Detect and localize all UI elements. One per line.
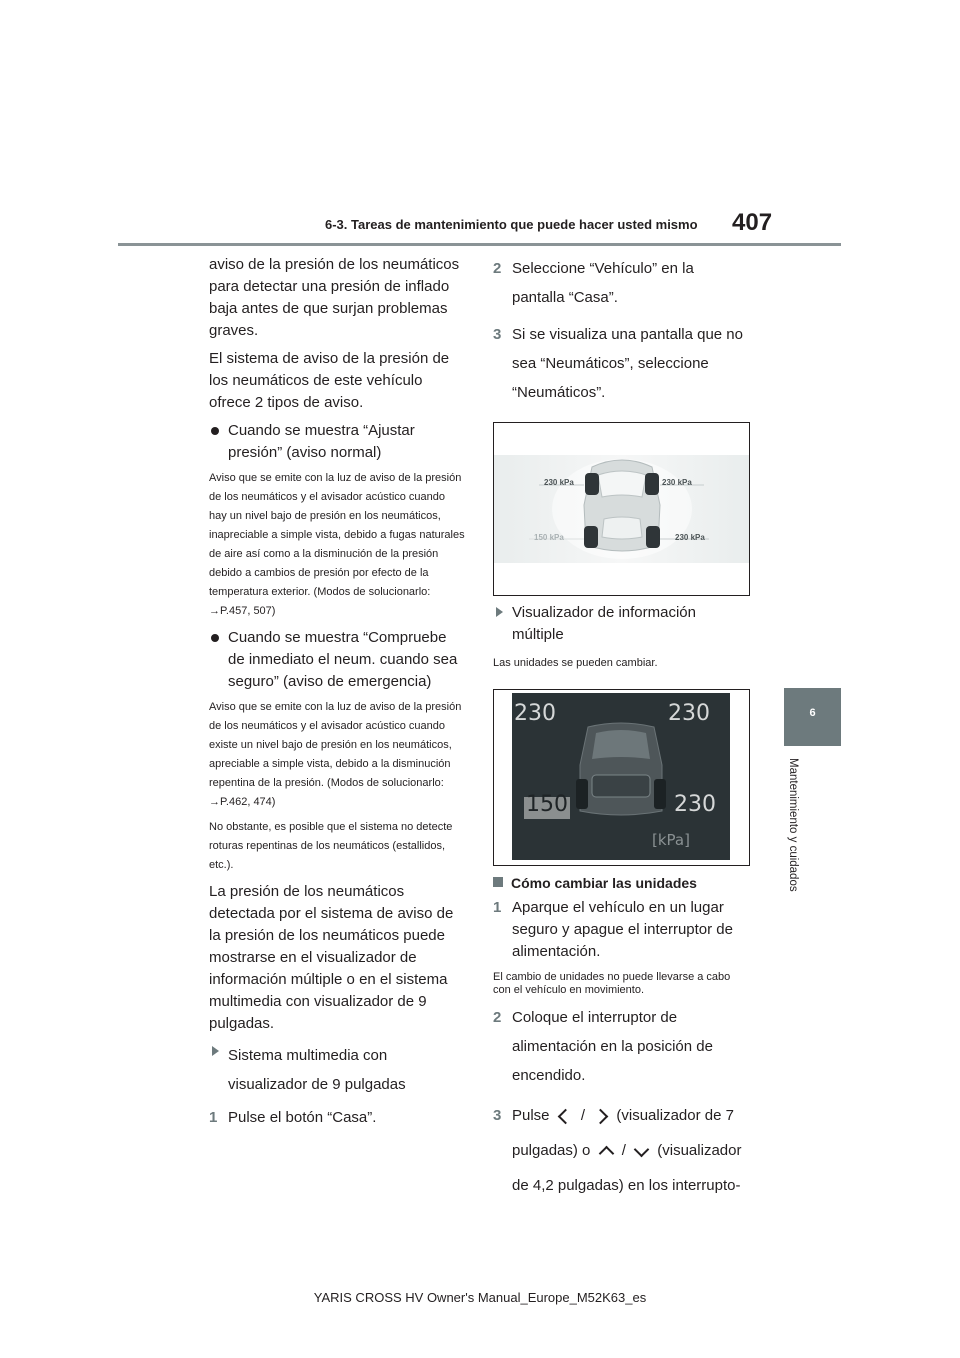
- bullet-item: [209, 420, 465, 464]
- mid-pressure-unit: [kPa]: [652, 831, 690, 849]
- triangle-text: Visualizador de información múltiple: [512, 604, 696, 643]
- chapter-number: 6: [809, 707, 816, 719]
- step-text: Aparque el vehículo en un lugar seguro y apague el interruptor de alimentación.: [512, 899, 733, 960]
- step-text: Seleccione “Vehículo” en la pantalla “Casa”.: [512, 260, 694, 306]
- step-text-a: Pulse: [512, 1107, 550, 1124]
- bullet-dot-icon: [211, 634, 219, 642]
- section-heading: [493, 872, 749, 894]
- step-number: 3: [493, 1107, 502, 1124]
- step-number: 2: [493, 260, 502, 277]
- mid-pressure-front-left: 230: [514, 701, 556, 726]
- step-item: [493, 897, 749, 963]
- step-text-c: (visualizador de 4,2 pulgadas) en los interrupto-: [512, 1142, 742, 1194]
- chapter-label: Mantenimiento y cuidados: [787, 758, 799, 892]
- triangle-arrow-icon: [212, 1046, 219, 1056]
- step-item: [493, 320, 749, 407]
- slash-separator: /: [621, 1142, 626, 1159]
- step-text: Coloque el interruptor de alimentación en la posición de encendido.: [512, 1009, 713, 1084]
- note-text: Aviso que se emite con la luz de aviso de la presión de los neumáticos y el avisador acústico cuando existe un nivel bajo de presión en los neumáticos, apreciable a simple vista, debido a la disminución repentina de la presión. (Modos de solucionarlo: →P.462, 474): [209, 701, 462, 808]
- triangle-item: [493, 602, 749, 646]
- tire-pressure-front-right: 230 kPa: [662, 478, 692, 487]
- bullet-item: [209, 627, 465, 693]
- chevron-up-icon: [598, 1145, 614, 1161]
- section-title: 6-3. Tareas de mantenimiento que puede hacer usted mismo: [325, 217, 698, 232]
- triangle-item: [209, 1041, 465, 1099]
- chevron-left-icon: [557, 1108, 573, 1124]
- bullet-text: Cuando se muestra “Ajustar presión” (aviso normal): [228, 422, 415, 461]
- mid-screen: [512, 693, 730, 860]
- right-column: [493, 254, 749, 1211]
- heading-text: Cómo cambiar las unidades: [511, 875, 697, 891]
- step-number: 1: [209, 1109, 218, 1126]
- step-number: 1: [493, 899, 502, 916]
- car-top-view-icon: [494, 423, 749, 595]
- tire-pressure-rear-right: 230 kPa: [675, 533, 705, 542]
- paragraph: El sistema de aviso de la presión de los neumáticos de este vehículo ofrece 2 tipos de aviso.: [209, 350, 450, 411]
- chevron-down-icon: [634, 1141, 650, 1157]
- note-text: Las unidades se pueden cambiar.: [493, 657, 658, 669]
- step-number: 2: [493, 1009, 502, 1026]
- note-text: El cambio de unidades no puede llevarse a cabo con el vehículo en movimiento.: [493, 971, 731, 996]
- step-number: 3: [493, 326, 502, 343]
- left-column: [209, 254, 465, 1137]
- triangle-arrow-icon: [496, 607, 503, 617]
- multimedia-tire-figure: [493, 422, 750, 596]
- header-rule: [118, 243, 841, 246]
- bullet-text: Cuando se muestra “Compruebe de inmediato el neum. cuando sea seguro” (aviso de emergencia): [228, 629, 458, 690]
- chevron-right-icon: [593, 1108, 609, 1124]
- step-item: [493, 1098, 749, 1203]
- mid-pressure-rear-right: 230: [674, 792, 716, 817]
- mid-pressure-front-right: 230: [668, 701, 710, 726]
- tire-pressure-front-left: 230 kPa: [544, 478, 574, 487]
- note-text: No obstante, es posible que el sistema no detecte roturas repentinas de los neumáticos (estallidos, etc.).: [209, 821, 453, 871]
- chapter-label-wrap: [787, 758, 803, 918]
- heading-square-icon: [493, 877, 503, 887]
- paragraph: aviso de la presión de los neumáticos para detectar una presión de inflado baja antes de que surjan problemas graves.: [209, 256, 460, 339]
- tire-pressure-rear-left: 150 kPa: [534, 533, 564, 542]
- step-item: [493, 254, 749, 312]
- step-text-b: (visualizador de 7 pulgadas) o: [512, 1107, 734, 1159]
- slash-separator: /: [580, 1107, 586, 1124]
- note-text: Aviso que se emite con la luz de aviso de la presión de los neumáticos y el avisador acústico cuando hay un nivel bajo de presión en los neumáticos, inapreciable a simple vista, debido a fugas naturales de aire así como a la disminución de la presión debido a cambios de presión por efecto de la temperatura exterior. (Modos de solucionarlo: →P.457, 507): [209, 472, 465, 617]
- mid-pressure-rear-left: 150: [526, 792, 568, 817]
- bullet-dot-icon: [211, 427, 219, 435]
- step-text: Pulse el botón “Casa”.: [228, 1109, 377, 1126]
- footer-text: YARIS CROSS HV Owner's Manual_Europe_M52K63_es: [313, 1290, 647, 1305]
- paragraph: La presión de los neumáticos detectada por el sistema de aviso de la presión de los neumáticos puede mostrarse en el visualizador de información múltiple o en el sistema multimedia con visualizador de 9 pulgadas.: [209, 883, 454, 1032]
- step-text: Si se visualiza una pantalla que no sea “Neumáticos”, seleccione “Neumáticos”.: [512, 326, 743, 401]
- step-item: [209, 1107, 465, 1129]
- triangle-text: Sistema multimedia con visualizador de 9 pulgadas: [228, 1047, 406, 1093]
- step-item: [493, 1003, 749, 1090]
- page-number: 407: [732, 209, 773, 236]
- mid-tire-figure: [493, 689, 750, 866]
